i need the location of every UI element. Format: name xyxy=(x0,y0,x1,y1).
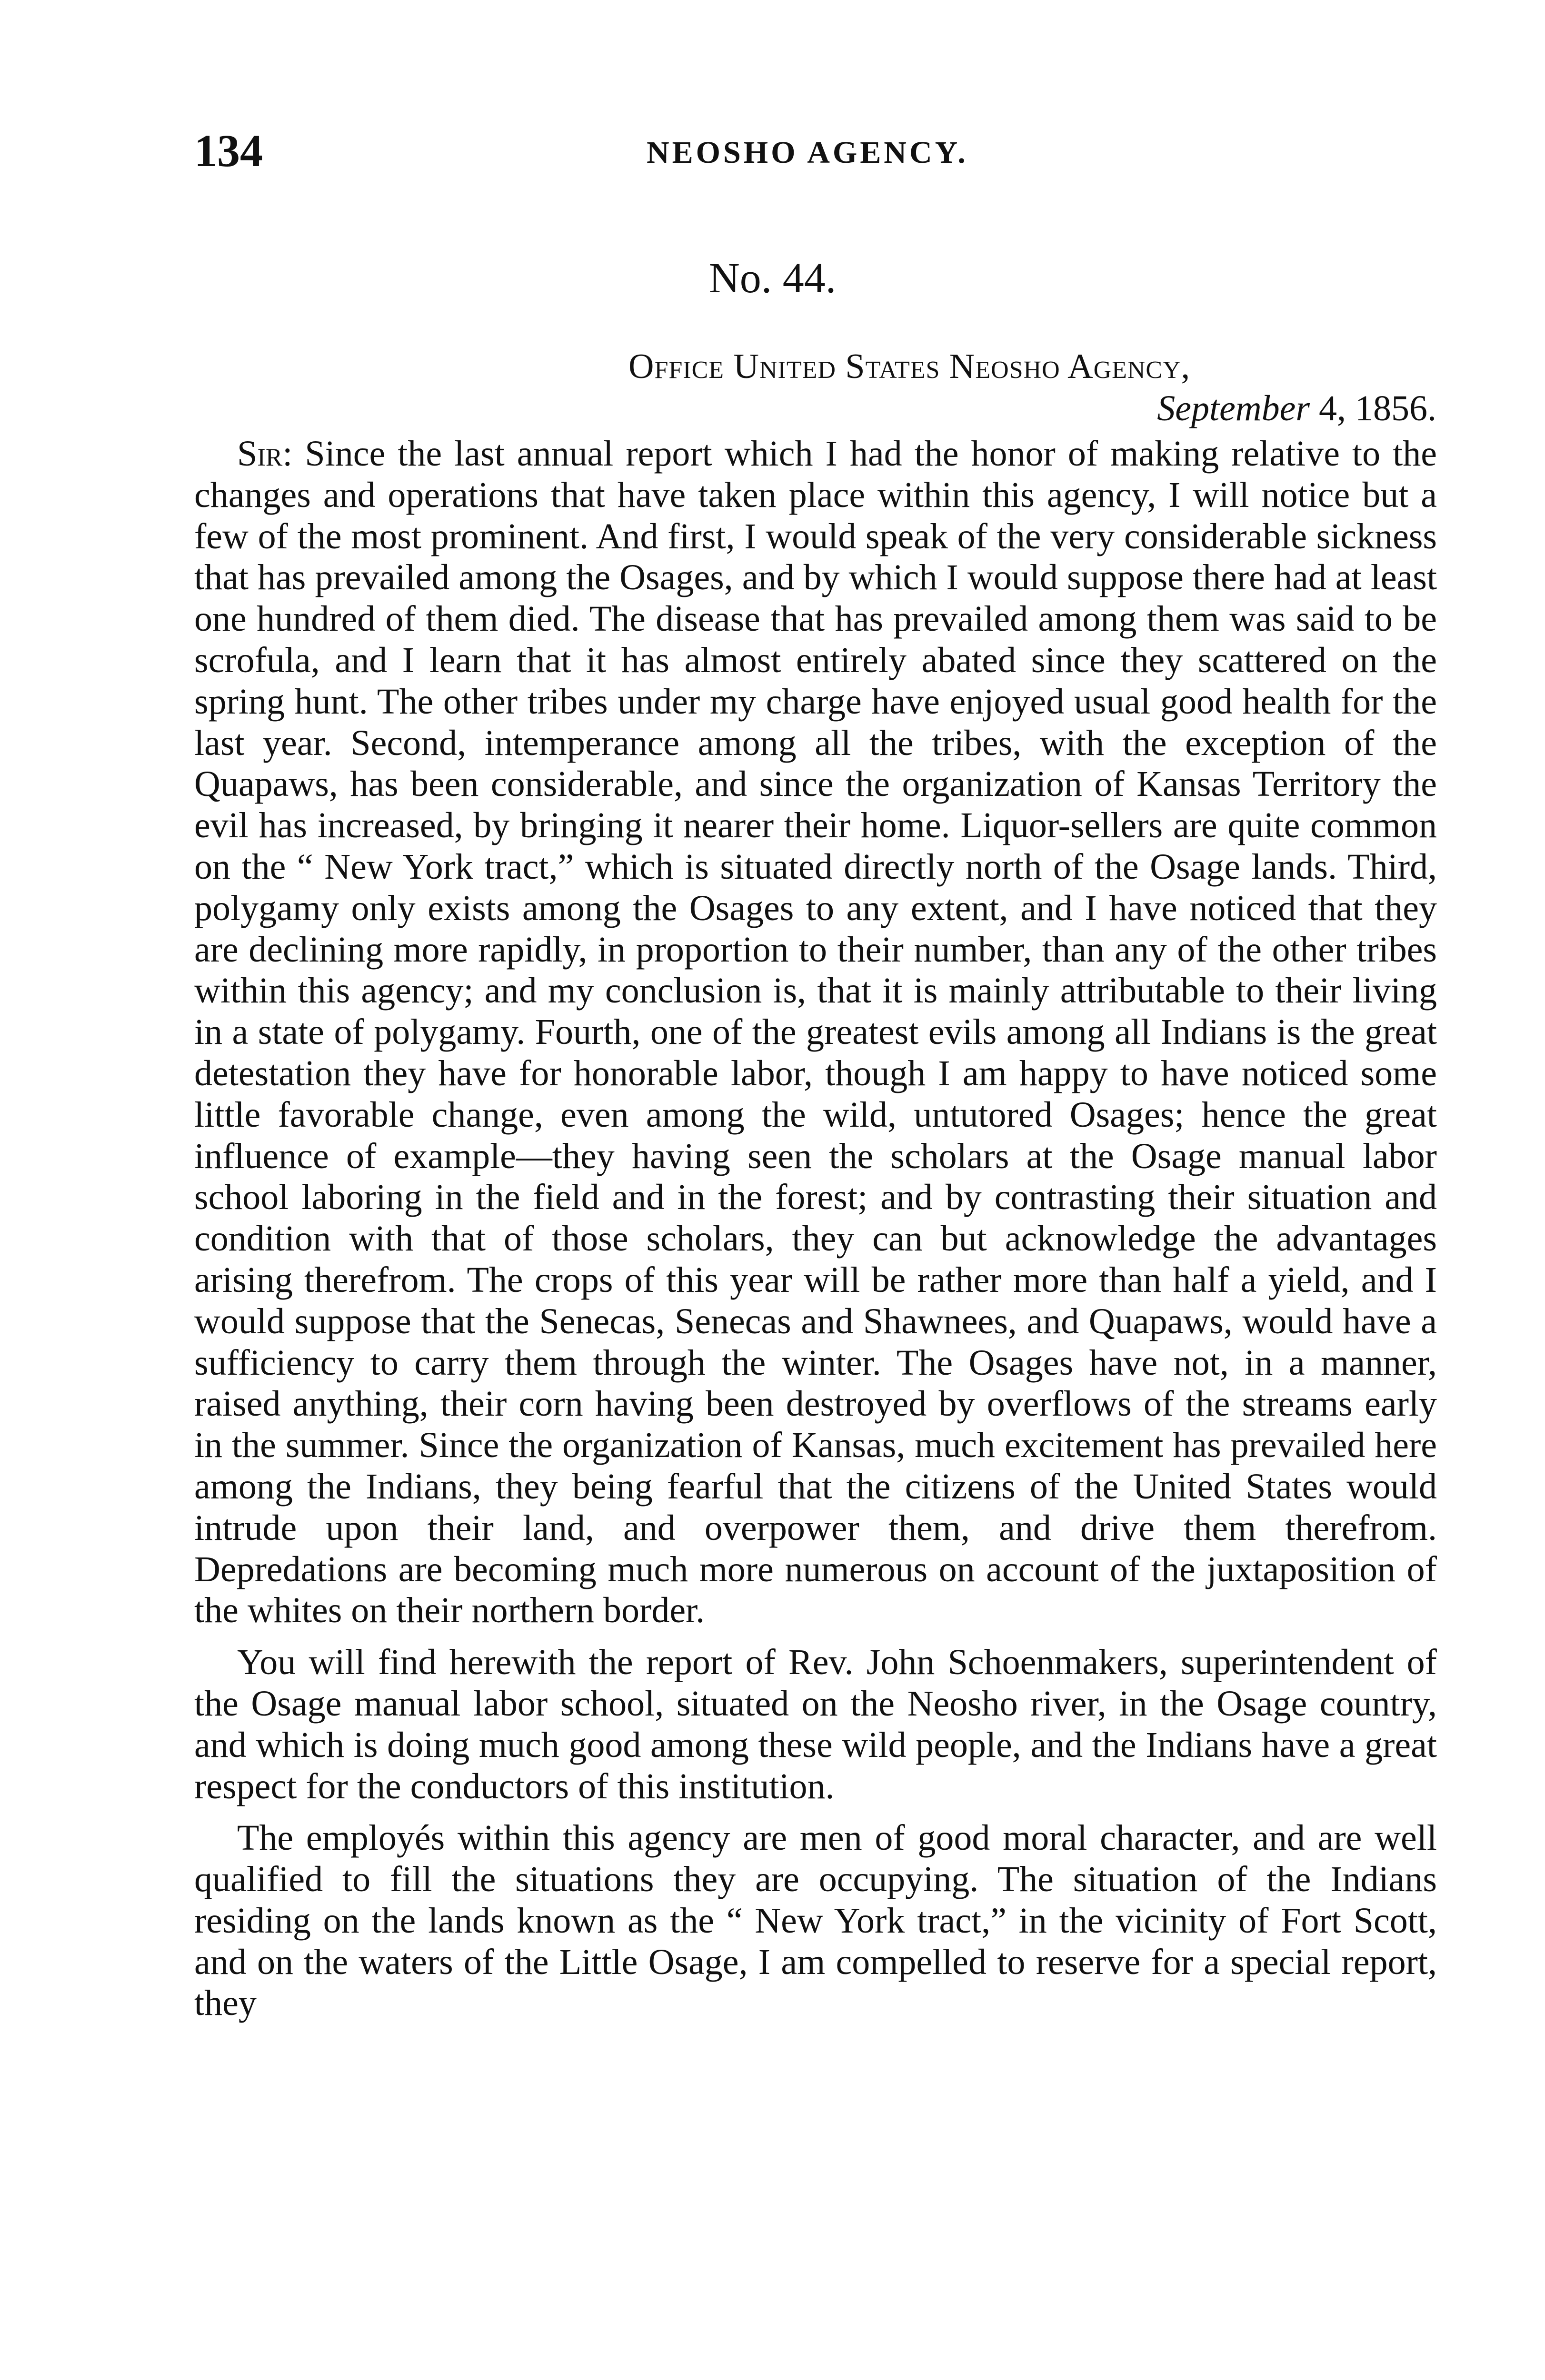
salutation: Sir xyxy=(237,434,283,474)
paragraph-3: The employés within this agency are men of good moral character, and are well qualified to fill the situations they are occupying. The situation of the Indians residing on the lands known as the “ New York tract,” in the vicinity of Fort Scott, and on the waters of the Little Osage, I am compelled to reserve for a special report, they xyxy=(194,1818,1437,2023)
date-line xyxy=(1157,385,1436,432)
date-month: September xyxy=(1157,388,1310,428)
letter-body xyxy=(194,433,1437,2034)
paragraph-1 xyxy=(194,433,1437,1631)
office-heading: Office United States Neosho Agency, xyxy=(628,347,1191,386)
paragraph-1-text: : Since the last annual report which I had the honor of making relative to the changes and operations that have taken place within this agency, I will notice but a few of the most prominent. And first, I would speak of the very considerable sickness that has prevailed among the Osages, and by which I would suppose there had at least one hundred of them died. The disease that has prevailed among them was said to be scrofula, and I learn that it has almost entirely abated since they scattered on the spring hunt. The other tribes under my charge have enjoyed usual good health for the last year. Second, intemperance among all the tribes, with the exception of the Quapaws, has been considerable, and since the organization of Kansas Territory the evil has increased, by bringing it nearer their home. Liquor-sellers are quite common on the “ New York tract,” which is situated directly north of the Osage lands. Third, polygamy only exists among the Osages to any extent, and I have noticed that they are declining more rapidly, in proportion to their number, than any of the other tribes within this agency; and my conclusion is, that it is mainly attributable to their living in a state of polygamy. Fourth, one of the greatest evils among all Indians is the great detestation they have for honorable labor, though I am happy to have noticed some little favorable change, even among the wild, untutored Osages; hence the great influence of example—they having seen the scholars at the Osage manual labor school laboring in the field and in the forest; and by contrasting their situation and condition with that of those scholars, they can but acknowledge the advantages arising therefrom. The crops of this year will be rather more than half a yield, and I would suppose that the Senecas, Senecas and Shawnees, and Quapaws, would have a sufficiency to carry them through the winter. The Osages have not, in a manner, raised anything, their corn having been destroyed by overflows of the streams early in the summer. Since the organization of Kansas, much excitement has prevailed here among the Indians, they being fearful that the citizens of the United States would intrude upon their land, and overpower them, and drive them therefrom. Depredations are becoming much more numerous on account of the juxtaposition of the whites on their northern border. xyxy=(194,434,1437,1631)
running-head xyxy=(194,125,1442,177)
paragraph-2: You will find herewith the report of Rev. John Schoenmakers, superintendent of the Osage manual labor school, situated on the Neosho river, in the Osage country, and which is doing much good among these wild people, and the Indians have a great respect for the conductors of this institution. xyxy=(194,1642,1437,1806)
page-number: 134 xyxy=(194,125,263,176)
date-day-year: 4, 1856. xyxy=(1310,388,1436,428)
document-number: No. 44. xyxy=(708,255,837,302)
running-title: NEOSHO AGENCY. xyxy=(647,135,968,170)
